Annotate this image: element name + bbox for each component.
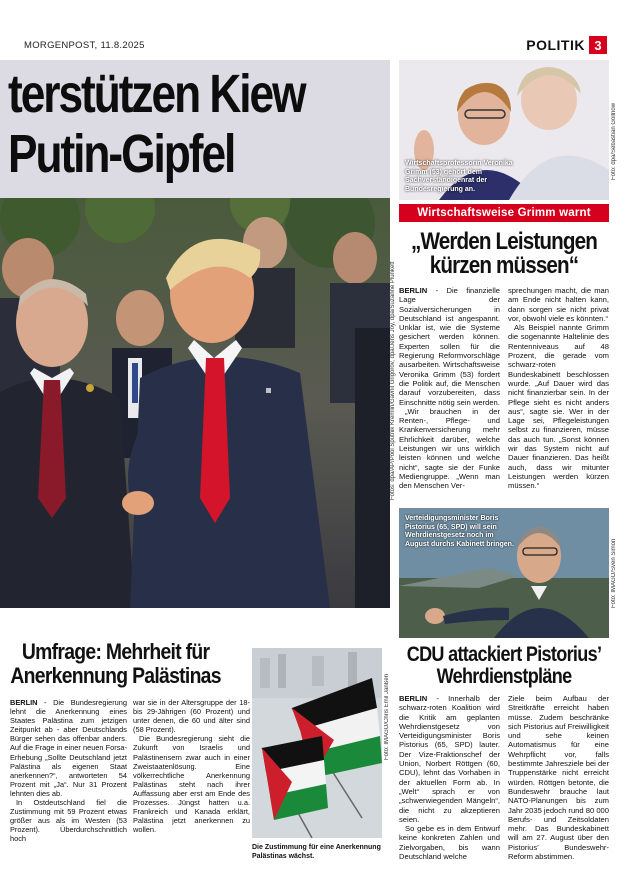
section-header: [526, 36, 607, 54]
pistorius-photo: [399, 508, 609, 638]
grimm-photo-caption: Wirtschaftsprofessorin Veronika Grimm (53) gehört dem Sachverständigenrat der Bundesregierung an.: [405, 160, 513, 193]
main-photo-illustration: [0, 198, 390, 608]
grimm-paragraph: [508, 286, 609, 323]
grimm-paragraph: [508, 323, 609, 490]
paragraph-text: Ziele beim Aufbau der Streitkräfte erreicht haben müsse. Zudem beschränke sich Pistorius auf Freiwilligkeit und sehe keinen Automatismus für eine Wehrpflicht vor, falls bestimmte Jahresziele bei der Truppenstärke nicht erreicht würden. Röttgen betonte, die Bundeswehr brauche laut NATO-Planungen bis zum Jahr 2035 jedoch rund 80 000 Berufs- und Zeitsoldaten mehr. Das Bundeskabinett will am 27. August über den Pistorius’ Bundeswehr-Reform abstimmen.: [508, 694, 609, 862]
grimm-paragraph: [399, 407, 500, 491]
grimm-body-col2: [508, 286, 609, 491]
paragraph-text: - Die finanzielle Lage der Sozialversicherungen in Deutschland ist angespannt. Unklar ist, wie die Systeme gesichert werden können. Experten sollen für die Regierung Reformvorschläge ausarbeiten. Wirtschaftsweise Veronika Grimm (53) fordert die Politik auf, die Menschen darauf vorzubereiten, dass Einschnitte nötig sein werden.: [399, 286, 500, 407]
palestine-photo-credit: Foto: IMAGO/Chris Emil Janßen: [384, 673, 390, 760]
umfrage-headline-line2: Anerkennung Palästinas: [10, 663, 221, 688]
section-title: POLITIK: [526, 37, 585, 53]
newspaper-dateline: MORGENPOST, 11.8.2025: [24, 40, 145, 51]
pistorius-paragraph: [399, 694, 500, 824]
palestine-flags-illustration: [252, 648, 382, 838]
pistorius-body: [399, 694, 609, 861]
main-photo-putin-trump: [0, 198, 390, 608]
grimm-article: [399, 60, 617, 491]
pistorius-photo-credit: Foto: IMAGO/Sven Simon: [611, 538, 617, 608]
dateline-lead: BERLIN: [399, 286, 428, 295]
pistorius-headline-line1: CDU attackiert Pistorius’: [406, 643, 602, 666]
main-headline-line1: terstützen Kiew: [8, 64, 305, 124]
palestine-flags-photo: [252, 648, 382, 838]
grimm-body-col1: [399, 286, 500, 491]
grimm-headline-line1: „Werden Leistungen: [411, 228, 597, 255]
pistorius-paragraph: [508, 694, 609, 861]
grimm-headline: [403, 230, 604, 278]
grimm-photo-credit: Foto: dpa/Sebastian Gollnow: [611, 102, 617, 180]
grimm-headline-line2: kürzen müssen“: [429, 252, 579, 279]
paragraph-text: So gebe es in dem Entwurf keine konkreten Zahlen und Zielvorgaben, bis wann Deutschland welche: [399, 824, 500, 862]
pistorius-body-col2: [508, 694, 609, 861]
paragraph-text: Als Beispiel nannte Grimm die sogenannte Haltelinie des Rentenniveaus auf 48 Prozent, die gerade vom schwarz-roten Bundeskabinett beschlossen wurde. „Auf Dauer wird das nicht finanzierbar sein. In der Pflege sieht es nicht anders aus“, sagte sie. Wer in der Lage sei, Pflegeleistungen selbst zu finanzieren, müsse das auch tun. „Sonst können wir das System nicht auf Dauer finanzieren. Das heißt auch, dass wir mitunter Leistungen werden kürzen müssen.“: [508, 323, 609, 491]
grimm-portrait-photo: [399, 60, 609, 200]
pistorius-headline-line2: Wehrdienstpläne: [436, 665, 572, 688]
paragraph-text: „Wir brauchen in der Renten-, Pflege- und Krankenversicherung mehr Ehrlichkeit darüber, welche Leistungen wir uns wirklich leisten können und welche nicht“, sagte sie der Funke Mediengruppe. „Wenn man den Menschen Ver-: [399, 406, 500, 491]
grimm-paragraph: [399, 286, 500, 407]
paragraph-text: - Innerhalb der schwarz-roten Koalition wird die Kritik am geplanten Wehrdienstgesetz von Verteidigungsminister Boris Pistorius (65, SPD) lauter. Der Vize-Fraktionschef der Union, Norbert Röttgen (60, CDU), lehnt das Vorhaben in der aktuellen Form ab. In „Welt“ sprach er von „schwerwiegenden Mängeln“, die nicht zu akzeptieren seien.: [399, 694, 500, 824]
umfrage-paragraph: [10, 798, 127, 843]
paragraph-text: In Ostdeutschland fiel die Zustimmung mit 59 Prozent etwas größer aus als im Westen (53 Prozent). Überdurchschnittlich hoch: [10, 798, 127, 844]
umfrage-body: [10, 698, 250, 844]
pistorius-article: [399, 508, 617, 862]
pistorius-photo-caption: Verteidigungsminister Boris Pistorius (65, SPD) will sein Wehrdienstgesetz noch im August durchs Kabinett bringen.: [405, 515, 514, 548]
grimm-body: [399, 286, 609, 491]
main-headline-line2: Putin-Gipfel: [8, 124, 235, 184]
umfrage-body-col2: [133, 698, 250, 844]
grimm-kicker: Wirtschaftsweise Grimm warnt: [399, 204, 609, 222]
palestine-photo-caption: Die Zustimmung für eine Anerkennung Palästinas wächst.: [252, 844, 381, 860]
page-number-badge: 3: [589, 36, 607, 54]
paragraph-text: - Die Bundesregierung lehnt die Anerkennung eines Staates Palästina zum jetzigen Zeitpunkt ab - aber Deutschlands Bürger sehen das offenbar anders. Auf die Frage in einer neuen Forsa-Erhebung „Sollte Deutschland jetzt Palästina als eigenen Staat anerkennen?“, antworteten 54 Prozent mit „Ja“. Nur 31 Prozent lehnten dies ab.: [10, 698, 127, 798]
paragraph-text: war sie in der Altersgruppe der 18- bis 29-Jährigen (60 Prozent) und unter denen, die 60 und älter sind (58 Prozent).: [133, 698, 250, 735]
main-headline-block: [0, 60, 390, 198]
paragraph-text: sprechungen macht, die man am Ende nicht halten kann, dann sorgen sie nicht privat vor, obwohl viele es könnten.“: [508, 286, 609, 323]
pistorius-headline: [405, 644, 603, 688]
pistorius-paragraph: [399, 824, 500, 861]
umfrage-paragraph: [133, 734, 250, 834]
pistorius-body-col1: [399, 694, 500, 861]
umfrage-headline-line1: Umfrage: Mehrheit für: [21, 639, 210, 664]
dateline-lead: BERLIN: [10, 698, 38, 707]
umfrage-paragraph: [10, 698, 127, 798]
umfrage-paragraph: [133, 698, 250, 734]
umfrage-headline: [10, 640, 221, 688]
dateline-lead: BERLIN: [399, 694, 428, 703]
umfrage-body-col1: [10, 698, 127, 844]
main-photo-credit: Fotos: dpa/AP/Pool Sputnik Kremlin/Gavriil Grigorov, dpa/Jens Joy, dpa/Suzanne Plunkett: [390, 261, 396, 500]
paragraph-text: Die Bundesregierung sieht die Zukunft von Israelis und Palästinensern zwar auch in einer Zweistaatenlösung. Eine völkerrechtliche Anerkennung Palästinas steht nach ihrer Auffassung aber erst am Ende des Prozesses. Jüngst hatten u.a. Frankreich und Kanada erklärt, Palästina jetzt anerkennen zu wollen.: [133, 734, 250, 835]
